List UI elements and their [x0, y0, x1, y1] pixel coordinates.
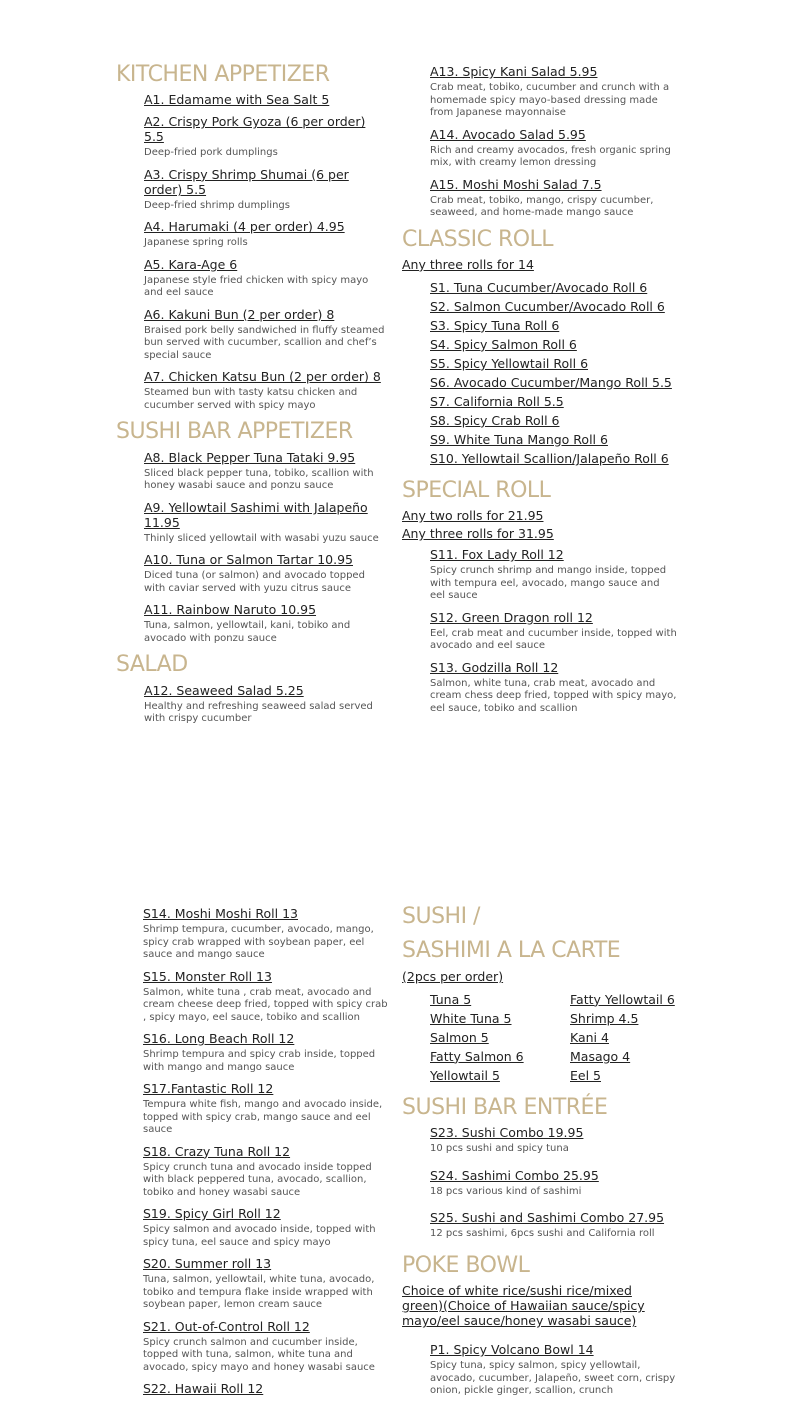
menu-item-title[interactable]: S18. Crazy Tuna Roll 12: [143, 1143, 291, 1159]
roll-item[interactable]: S5. Spicy Yellowtail Roll 6: [430, 355, 589, 371]
menu-item-description: Sliced black pepper tuna, tobiko, scallion with honey wasabi sauce and ponzu sauce: [144, 467, 374, 492]
menu-item-title[interactable]: A5. Kara-Age 6: [144, 256, 238, 272]
menu-item[interactable]: [143, 1144, 388, 1200]
menu-item-title[interactable]: S21. Out-of-Control Roll 12: [143, 1318, 310, 1334]
roll-item[interactable]: S1. Tuna Cucumber/Avocado Roll 6: [430, 279, 648, 295]
menu-item-description: Spicy crunch salmon and cucumber inside, topped with tuna, salmon, white tuna and avocado, spicy mayo and honey wasabi sauce: [143, 1336, 375, 1373]
menu-item-description: Shrimp tempura and spicy crab inside, topped with mango and mango sauce: [143, 1049, 376, 1073]
menu-item[interactable]: [143, 1381, 388, 1396]
menu-item-description: Spicy crunch tuna and avocado inside topped with black peppered tuna, avocado, scallion, tobiko and honey wasabi sauce: [143, 1161, 372, 1198]
menu-item[interactable]: [430, 1168, 682, 1199]
menu-item[interactable]: [143, 969, 388, 1025]
page1-left-column: [116, 62, 386, 733]
menu-item-title[interactable]: S24. Sashimi Combo 25.95: [430, 1167, 599, 1183]
menu-item-description: Salmon, white tuna , crab meat, avocado and cream cheese deep fried, topped with spicy crab , spicy mayo, eel sauce, tobiko and scallion: [143, 986, 388, 1023]
menu-item-description: Deep-fried pork dumplings: [144, 147, 278, 159]
sushi-bar-appetizer-list: [144, 450, 386, 646]
menu-item[interactable]: [144, 552, 386, 595]
menu-item-title[interactable]: A12. Seaweed Salad 5.25: [144, 682, 304, 698]
special-roll-deal-three[interactable]: Any three rolls for 31.95: [402, 526, 554, 542]
menu-item[interactable]: [144, 602, 386, 645]
menu-item-description: 18 pcs various kind of sashimi: [430, 1185, 582, 1197]
menu-item-title[interactable]: A13. Spicy Kani Salad 5.95: [430, 64, 598, 79]
carte-item[interactable]: Kani 4: [570, 1029, 609, 1045]
menu-item[interactable]: [144, 92, 386, 107]
menu-item-title[interactable]: S22. Hawaii Roll 12: [143, 1381, 264, 1396]
menu-item-title[interactable]: S16. Long Beach Roll 12: [143, 1031, 295, 1046]
roll-item[interactable]: S7. California Roll 5.5: [430, 393, 564, 409]
menu-item[interactable]: [430, 1342, 682, 1398]
salad-list-left: [144, 683, 386, 726]
kitchen-appetizer-heading: KITCHEN APPETIZER: [116, 62, 330, 87]
menu-item-description: Deep-fried shrimp dumplings: [144, 199, 290, 211]
menu-item-description: Japanese spring rolls: [144, 237, 248, 249]
menu-item-description: Japanese style fried chicken with spicy mayo and eel sauce: [144, 274, 369, 299]
menu-item-description: Tuna, salmon, yellowtail, white tuna, avocado, tobiko and tempura flake inside wrapped with soybean paper, lemon cream sauce: [143, 1274, 375, 1310]
menu-item-description: Braised pork belly sandwiched in fluffy steamed bun served with cucumber, scallion and chef’s special sauce: [144, 324, 385, 361]
poke-bowl-choice-note[interactable]: Choice of white rice/sushi rice/mixed green)(Choice of Hawaiian sauce/spicy mayo/eel sauce/honey wasabi sauce): [402, 1283, 645, 1329]
menu-item-title[interactable]: A3. Crispy Shrimp Shumai (6 per order) 5.5: [144, 166, 349, 197]
menu-item[interactable]: [430, 547, 677, 603]
page2-left-column: [143, 906, 388, 1403]
sushi-sashimi-order-note[interactable]: (2pcs per order): [402, 968, 504, 984]
menu-item-description: Salmon, white tuna, crab meat, avocado and cream chess deep fried, topped with spicy mayo, eel sauce, tobiko and scallion: [430, 677, 677, 714]
menu-item-description: Spicy salmon and avocado inside, topped with spicy tuna, eel sauce and spicy mayo: [143, 1224, 376, 1248]
menu-item-title[interactable]: A7. Chicken Katsu Bun (2 per order) 8: [144, 369, 381, 385]
menu-item-title[interactable]: S14. Moshi Moshi Roll 13: [143, 906, 299, 921]
salad-list-right: [430, 64, 677, 220]
menu-item-description: Tempura white fish, mango and avocado inside, topped with spicy crab, mango sauce and eel sauce: [143, 1099, 383, 1135]
menu-item[interactable]: [430, 660, 677, 716]
menu-item[interactable]: [144, 683, 386, 726]
menu-item[interactable]: [143, 1256, 388, 1312]
menu-item-description: Eel, crab meat and cucumber inside, topped with avocado and eel sauce: [430, 627, 677, 652]
roll-item[interactable]: S6. Avocado Cucumber/Mango Roll 5.5: [430, 374, 672, 390]
menu-item-title[interactable]: A8. Black Pepper Tuna Tataki 9.95: [144, 449, 356, 465]
special-roll-heading: SPECIAL ROLL: [402, 477, 551, 503]
menu-item[interactable]: [143, 906, 388, 962]
classic-roll-heading: CLASSIC ROLL: [402, 226, 554, 252]
menu-item-title[interactable]: S17.Fantastic Roll 12: [143, 1081, 274, 1096]
menu-item[interactable]: [144, 167, 386, 213]
menu-item-title[interactable]: S15. Monster Roll 13: [143, 968, 272, 984]
menu-item-description: Crab meat, tobiko, mango, crispy cucumber, seaweed, and home-made mango sauce: [430, 194, 654, 218]
menu-item[interactable]: [143, 1031, 388, 1074]
menu-item-description: 10 pcs sushi and spicy tuna: [430, 1143, 569, 1155]
kitchen-appetizer-list: [144, 92, 386, 412]
menu-item-title[interactable]: A9. Yellowtail Sashimi with Jalapeño 11.95: [144, 499, 368, 530]
menu-item-title[interactable]: A6. Kakuni Bun (2 per order) 8: [144, 306, 335, 322]
salad-heading: SALAD: [116, 652, 188, 678]
menu-item-description: Healthy and refreshing seaweed salad served with crispy cucumber: [144, 700, 373, 725]
menu-item-description: Crab meat, tobiko, cucumber and crunch with a homemade spicy mayo-based dressing made from Japanese mayonnaise: [430, 82, 670, 118]
menu-item[interactable]: [144, 219, 386, 250]
menu-item-title[interactable]: S11. Fox Lady Roll 12: [430, 547, 564, 563]
menu-item-description: Spicy tuna, spicy salmon, spicy yellowtail, avocado, cucumber, Jalapeño, sweet corn, crispy onion, pickle ginger, scallion, crunch: [430, 1360, 676, 1397]
menu-item-description: 12 pcs sashimi, 6pcs sushi and California roll: [430, 1228, 655, 1240]
carte-item[interactable]: Fatty Salmon 6: [430, 1048, 524, 1064]
menu-item-title[interactable]: A10. Tuna or Salmon Tartar 10.95: [144, 552, 353, 568]
page2-right-column: [402, 904, 682, 1405]
menu-item[interactable]: [430, 127, 677, 170]
menu-item-title[interactable]: A14. Avocado Salad 5.95: [430, 126, 586, 142]
menu-item-title[interactable]: A15. Moshi Moshi Salad 7.5: [430, 176, 602, 192]
menu-item[interactable]: [144, 369, 386, 412]
roll-item[interactable]: S4. Spicy Salmon Roll 6: [430, 336, 577, 352]
menu-item[interactable]: [144, 307, 386, 363]
classic-roll-deal[interactable]: Any three rolls for 14: [402, 256, 534, 272]
menu-item-title[interactable]: A4. Harumaki (4 per order) 4.95: [144, 219, 345, 235]
carte-item[interactable]: Tuna 5: [430, 991, 472, 1007]
menu-item-title[interactable]: S20. Summer roll 13: [143, 1256, 272, 1271]
menu-item[interactable]: [430, 1210, 682, 1241]
carte-item[interactable]: Salmon 5: [430, 1029, 489, 1045]
menu-item[interactable]: [144, 257, 386, 300]
menu-item-title[interactable]: S12. Green Dragon roll 12: [430, 609, 593, 625]
roll-item[interactable]: S2. Salmon Cucumber/Avocado Roll 6: [430, 298, 665, 314]
menu-item-title[interactable]: A2. Crispy Pork Gyoza (6 per order) 5.5: [144, 114, 366, 145]
menu-item-title[interactable]: S19. Spicy Girl Roll 12: [143, 1206, 281, 1221]
menu-item-description: Shrimp tempura, cucumber, avocado, mango, spicy crab wrapped with soybean paper, eel sauce and mango sauce: [143, 924, 374, 960]
menu-item[interactable]: [430, 610, 677, 653]
menu-item[interactable]: [144, 500, 386, 546]
menu-item-title[interactable]: S23. Sushi Combo 19.95: [430, 1125, 584, 1141]
poke-bowl-heading: POKE BOWL: [402, 1252, 530, 1278]
menu-item[interactable]: [143, 1319, 388, 1375]
roll-item[interactable]: S8. Spicy Crab Roll 6: [430, 412, 560, 428]
menu-item[interactable]: [144, 450, 386, 493]
carte-item[interactable]: Fatty Yellowtail 6: [570, 991, 675, 1007]
roll-item[interactable]: S9. White Tuna Mango Roll 6: [430, 431, 608, 447]
menu-item-title[interactable]: S25. Sushi and Sashimi Combo 27.95: [430, 1210, 665, 1226]
menu-item-description: Spicy crunch shrimp and mango inside, topped with tempura eel, avocado, mango sauce and eel sauce: [430, 565, 667, 602]
menu-item-description: Thinly sliced yellowtail with wasabi yuzu sauce: [144, 532, 379, 544]
sushi-bar-entree-list: [430, 1125, 682, 1241]
classic-roll-list: [430, 278, 677, 468]
menu-item[interactable]: [430, 177, 677, 220]
menu-item-title[interactable]: A1. Edamame with Sea Salt 5: [144, 92, 330, 108]
menu-item[interactable]: [430, 1125, 682, 1156]
carte-item[interactable]: Yellowtail 5: [430, 1067, 500, 1083]
menu-item-description: Steamed bun with tasty katsu chicken and cucumber served with spicy mayo: [144, 387, 358, 411]
roll-item[interactable]: S3. Spicy Tuna Roll 6: [430, 317, 560, 333]
carte-item[interactable]: Masago 4: [570, 1048, 631, 1064]
carte-item[interactable]: Eel 5: [570, 1067, 601, 1083]
page1-right-column: [402, 64, 677, 722]
menu-item[interactable]: [143, 1081, 388, 1137]
menu-item-description: Tuna, salmon, yellowtail, kani, tobiko and avocado with ponzu sauce: [144, 620, 351, 644]
special-roll-list-page1: [430, 547, 677, 715]
menu-item-description: Rich and creamy avocados, fresh organic spring mix, with creamy lemon dressing: [430, 144, 671, 168]
sushi-sashimi-heading-line2: SASHIMI A LA CARTE: [402, 938, 621, 964]
sushi-bar-entree-heading: SUSHI BAR ENTRÉE: [402, 1094, 608, 1120]
special-roll-deal-two[interactable]: Any two rolls for 21.95: [402, 508, 544, 524]
poke-bowl-list: [430, 1342, 682, 1398]
sushi-sashimi-grid: [430, 992, 682, 1083]
menu-item[interactable]: [430, 64, 677, 120]
menu-item-title[interactable]: S13. Godzilla Roll 12: [430, 659, 559, 675]
sushi-sashimi-heading-line1: SUSHI /: [402, 904, 480, 929]
menu-item-description: Diced tuna (or salmon) and avocado topped with caviar served with yuzu citrus sauce: [144, 570, 365, 594]
carte-item[interactable]: Shrimp 4.5: [570, 1010, 639, 1026]
sushi-bar-appetizer-heading: SUSHI BAR APPETIZER: [116, 419, 353, 445]
menu-item-title[interactable]: A11. Rainbow Naruto 10.95: [144, 602, 317, 618]
menu-item-title[interactable]: P1. Spicy Volcano Bowl 14: [430, 1342, 594, 1358]
menu-item[interactable]: [144, 114, 386, 160]
roll-item[interactable]: S10. Yellowtail Scallion/Jalapeño Roll 6: [430, 450, 669, 466]
menu-item[interactable]: [143, 1206, 388, 1249]
carte-item[interactable]: White Tuna 5: [430, 1010, 512, 1026]
